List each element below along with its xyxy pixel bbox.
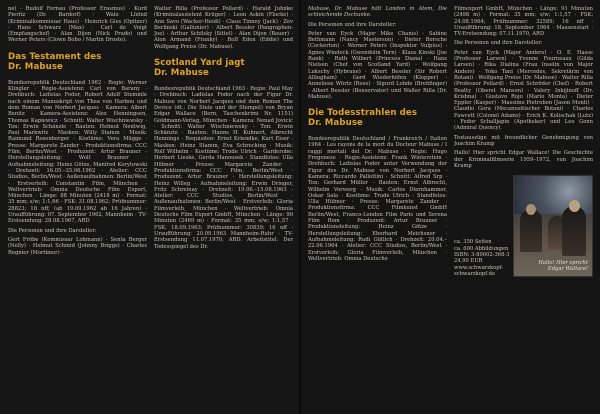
book-promo: Hallo! Hier spricht Edgar Wallace! Die Geschichte der Kriminalfilmserie 1959–1972, von Joachim Kramp <box>454 150 593 169</box>
section-heading-testament: Das Testament des Dr. Mabuse <box>8 51 102 72</box>
cast-continued: ne) · Rudolf Fernau (Professor Erasmus) · Kurd Pieritz (Dr. Bardorf) · Walo Lüönd (Kriminalkommissar Haus) · Heinrich Gies (Opitzer) · Hans Schwarz (Max) · Carl de Voigt (Empfangschef) · Alan Dijon (Nick Prado) und Werner Peters (Clown Bobo / Martin Droste). <box>8 6 147 44</box>
credits-todesstrahlen-continued: Filmexport GmbH, München · Länge: 91 Minuten (2498 m) · Format: 35 mm; s/w; 1:1,57 · FSK: 24.08.1964; Prüfnummer: 32589; 16 nff · Uraufführung: 18. September 1964 · Massenstart · TV-Erstsendung: 07.11.1970, ARD <box>454 6 593 38</box>
book-ad <box>454 175 593 277</box>
credits-todesstrahlen: Bundesrepublik Deutschland / Frankreich / Italien 1964 · Les rayons de la mort du Docteur Mabuse / I raggi mortali del Dr. Mabuse · Regie: Hugo Fregonese · Regie-Assistenz: Frank Winterstein · Drehbuch: Ladislas Fodor unter Verwendung der Figur des Dr. Mabuse von Norbert Jacques · Kamera: Riccardo Pallottini · Schnitt: Alfred Srp · Ton: Gerhard Müller · Bauten: Ernst Albrecht, Wilhelm Vorwerg · Musik: Carlos Diernhammer, Oskar Sala · Kostüme: Trude Ulrich · Standfotos: Ulla Hübner · Presse: Margarete Zander · Produktionsfirma: CCC Filmkunst GmbH Berlin/West, Franco-London Film Paris und Serena Film Rom · Produzent: Artur Brauner · Produktionsleitung: Heinz Götze · Herstellungsleitung: Eberhard Meichsner · Aufnahmeleitung: Rudi Gütlich · Drehzeit: 20.04.–22.06.1964 · Atelier: CCC Studios, Berlin/West · Erstverleih: Gloria Filmverleih, München · Weltvertrieb: Omnia Deutsche <box>308 136 447 262</box>
website-link-cont: schwarzkopf.de <box>454 270 496 277</box>
book-cover-image <box>513 175 593 277</box>
credits-testament: Bundesrepublik Deutschland 1962 · Regie: Werner Klingler · Regie-Assistenz: Carl von Barany · Drehbuch: Ladislas Fodor, Robert Adolf Stemmle nach einem Manuskript von Thea von Harbou und dem Roman von Norbert Jacques · Kamera: Albert Benitz · Kamera-Assistenz: Alex Henningsen, Thomas Kapiewicz · Schnitt: Walter Wischniewsky · Ton: Erwin Schänzle · Bauten: Helmut Nentwig, Paul Markwitz · Masken: Willy Stamm · Musik: Raimund Rosenberger · Kostüme: Vera Mügge · Presse: Margarete Zander · Produktionsfirma: CCC Film, Berlin/West · Produzent: Artur Brauner · Herstellungsleitung: Wolf Brauner · Aufnahmeleitung: Heinz Götze, Manfred Korytowski · Drehzeit: 16.05.–25.06.1962 · Atelier: CCC Studios, Berlin/West · Außenaufnahmen: Berlin/West · Erstverleih: Constantin Film, München · Weltvertrieb: Omnia Deutsche Film Export, München · Länge: 88 Minuten (2418 m) · Format: 35 mm; s/w; 1:1,66 · FSK: 31.08.1962; Prüfnummer: 28823; 18 nff; (ab 19.09.1962 ab 16 Jahren) · Uraufführung: 07. September 1962, Mannheim · TV-Erstsendung: 28.08.1967, ARD <box>8 79 147 225</box>
cast-testament: Gert Fröbe (Kommissar Lohmann) · Senta Berger (Nelly) · Helmut Schmid (Johnny Briggs) · Charles Regnier (Mortimer) · <box>8 236 147 256</box>
book-cover-title: Hallo! Hier spricht Edgar Wallace! <box>538 260 588 273</box>
cast-testament-continued: Walter Rilla (Professor Pollard) · Harald Juhnke (Kriminalassistent Krüger) · Leon Askin (Flocke) · Ann Savo (Wacker-Heidi) · Claus Tinney (Jack) · Zev Berlinski (Gallunier) · Albert Bessler (Pangraphen-Joe) · Arthur Schilsky (Sittel) · Alan Dijon (Bauer) · Alon Armand (Franky) · Rolf Eden (Eddie) und Wolfgang Preiss (Dr. Mabuse). <box>154 6 293 50</box>
column-1 <box>8 6 147 408</box>
book-details: ca. 350 Seiten ca. 600 Abbildungen ISBN: 3-89602-368-3 24,90 EUR www.schwarzkopf- schwarzkopf.de <box>454 239 510 277</box>
website-link: www.schwarzkopf- <box>454 264 504 271</box>
right-page <box>300 0 600 414</box>
column-4 <box>454 6 593 408</box>
spine-gutter <box>299 0 301 414</box>
cast-label: Die Personen und ihre Darsteller: <box>454 40 543 47</box>
section-heading-todesstrahlen: Die Todesstrahlen des Dr. Mabuse <box>308 108 418 129</box>
cast-label: Die Personen und ihre Darsteller: <box>308 21 397 28</box>
cast-todesstrahlen: Peter van Eyck (Major Anders) · O. E. Hasse (Professor Larsen) · Yvonne Fourneaux (Gilda Larsen) · Rika Dialina (Frau Inselin von Major Anders) · Yoko Tani (Mercedes, Sekretärin von Botani) · Wolfgang Preiss (Dr. Mabuse) · Walter Rilla (Professor Pollard) · Ernst Schröder (Chef) · Robert Beatty (Oberst Manson) · Valery Inkijinoff (Dr. Krishna) · Gustavo Rojo (Mario Monta) · Dieter Eppler (Kasper) · Massimo Pietrobon (Jason Monti) · Claudio Gora (Mecanusitischer Botani) · Charles Fawcett (Colonel Adams) · Erich K. Kolischak (Lutz) · Fedor Schalljapin (Apotheker) und Leo Genn (Admiral Quency). <box>454 49 593 132</box>
credits-scotland-yard: Bundesrepublik Deutschland 1963 · Regie: Paul May · Drehbuch: Ladislas Fodor nach der Figur Dr. Mabuse von Norbert Jacques und dem Roman The Device (dt.: Die Stele und der Stempel) von Bryan Edgar Wallace (Bern, Taschenkrimi Nr. 1151) Goldmann-Verlag, München · Kamera: Nenad Jovicic · Schnitt: Walter Wischniewsky · Ton: Erwin Schänzle · Bauten: Hanns H. Kuhnert, Albrecht Hennings · Requisiten: Ernst Kriendke, Kurt Eiser · Masken: Heinz Stamm, Eva Schrecking · Musik: Rolf Wilhelm · Kostüme: Trude Ulrich · Garderobe: Herbert Lieske, Gerda Hanousek · Standfotos: Ulla Hübner · Presse: Margarete Zander · Produktionsfirma: CCC Film, Berlin/West · Produzent: Artur Brauner · Herstellungsleitung: Heinz Willeg · Aufnahmeleitung: Erwin Drieger, Fritz Schreinay · Drehzeit: 19.06.–15.08.1963 · Atelier: CCC Studios, Berlin/West · Außenaufnahmen: Berlin/West · Erstverleih: Gloria Filmverleih, München · Weltvertrieb: Omnia Deutsche Film Export GmbH, München · Länge: 90 Minuten (2469 m) · Format: 35 mm; s/w; 1:1,57 · FSK: 18.09.1963; Prüfnummer: 30839; 16 nff · Uraufführung: 20.09.1963 Mannheim-Ruhr · TV-Erstsendung 11.07.1970, ARD. Arbeitstitel: Der Todesspiegel des Dr. <box>154 86 293 250</box>
section-heading-scotland-yard: Scotland Yard jagt Dr. Mabuse <box>154 58 245 79</box>
column-3 <box>308 6 447 408</box>
text-credit-note: Textauszüge mit freundlicher Genehmigung von Joachim Kramp <box>454 134 593 147</box>
cast-label: Die Personen und ihre Darsteller: <box>8 227 97 234</box>
working-titles: Mabuse, Dr. Mabuse hält London in Atem, Die schleichende Dschunke. <box>308 6 447 19</box>
cast-scotland-yard: Peter van Eyck (Major Mike Chanis) · Sabine Bethmann (Nancy Masterson) · Dieter Borsche (Cockerton) · Werner Peters (Inspektor Vulpius) · Agnes Windeck (Gwendolin Tern) · Klaus Kinski (Joe Rank) · Ruth Wilbert (Princess Diana) · Hans Nielsen (Chef von Scotland Yard) · Wolfgang Lukschy (Hybrane) · Albert Bessler (Sir Robert Allingham) · Gerd Wiederhöfen (Klopper) · Anneliese Würtz (Rose) · Sigurd Lohde (Brehfinger) · Albert Bessler (Bonservator) und Walter Rilla (Dr. Mabuse). <box>308 30 447 100</box>
column-2 <box>154 6 293 408</box>
